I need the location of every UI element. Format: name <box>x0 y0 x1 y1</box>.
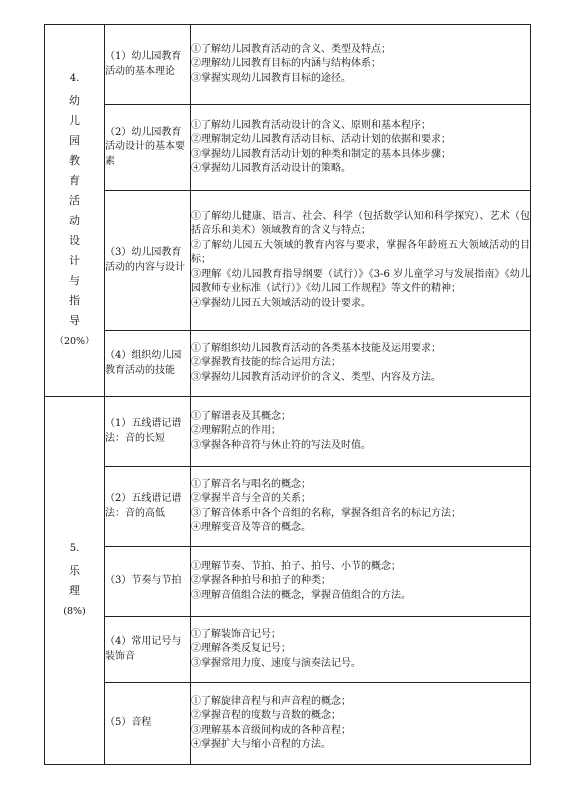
topic-cell: （5）音程 <box>105 683 191 765</box>
requirements-cell <box>191 683 531 765</box>
requirement-item: ②掌握半音与全音的关系； <box>191 493 311 504</box>
section-cell <box>45 397 105 765</box>
section-number: 5. <box>69 543 80 554</box>
section-cell <box>45 25 105 397</box>
section-title: 乐理 <box>69 563 80 597</box>
requirement-item: ③理解《幼儿园教育指导纲要（试行）》《3-6 岁儿童学习与发展指南》《幼儿园教师专业标准（试行）》《幼儿园工作规程》等文件的精神； <box>191 268 530 295</box>
section-percent: (8%) <box>63 605 86 617</box>
requirement-item: ④掌握幼儿园教育活动设计的策略。 <box>191 163 351 174</box>
requirement-item: ②理解附点的作用； <box>191 425 281 437</box>
section-title: 幼儿园教育活动设计与指导 <box>69 93 80 327</box>
requirement-item: ①了解幼儿园教育活动设计的含义、原则和基本程序； <box>191 119 431 131</box>
requirement-item: ②了解幼儿园五大领域的教育内容与要求，掌握各年龄班五大领域活动的目标； <box>191 239 530 266</box>
requirement-item: ③掌握常用力度、速度与演奏法记号。 <box>191 657 361 669</box>
section-percent: （20%） <box>54 335 95 347</box>
topic-cell: （2）幼儿园教育活动设计的基本要素 <box>105 105 191 191</box>
requirement-item: ①了解幼儿健康、语言、社会、科学（包括数学认知和科学探究）、艺术（包括音乐和美术）领域教育的含义与特点； <box>191 210 530 237</box>
requirement-item: ③理解音值组合法的概念，掌握音值组合的方法。 <box>191 589 411 601</box>
section-number: 4. <box>69 73 80 84</box>
table-row <box>45 397 531 467</box>
table-row <box>45 331 531 397</box>
requirement-item: ①了解幼儿园教育活动的含义、类型及特点； <box>191 43 391 55</box>
requirements-cell <box>191 105 531 191</box>
requirement-item: ①理解节奏、节拍、拍子、拍号、小节的概念； <box>191 560 401 572</box>
topic-cell: （1）五线谱记谱法：音的长短 <box>105 397 191 467</box>
requirement-item: ②理解制定幼儿园教育活动目标、活动计划的依据和要求； <box>191 134 451 145</box>
requirement-item: ②掌握教育技能的综合运用方法； <box>191 357 341 369</box>
requirement-item: ③掌握幼儿园教育活动评价的含义、类型、内容及方法。 <box>191 371 441 383</box>
requirements-cell <box>191 25 531 105</box>
requirement-item: ③掌握幼儿园教育活动计划的种类和制定的基本具体步骤； <box>191 148 451 160</box>
requirement-item: ②掌握音程的度数与音数的概念； <box>191 710 341 721</box>
requirement-item: ①了解组织幼儿园教育活动的各类基本技能及运用要求； <box>191 342 441 354</box>
requirement-item: ①了解旋律音程与和声音程的概念； <box>191 695 351 707</box>
requirement-item: ①了解装饰音记号； <box>191 628 281 640</box>
requirement-item: ②掌握各种拍号和拍子的种类； <box>191 575 331 587</box>
table-row <box>45 617 531 683</box>
table-row <box>45 467 531 547</box>
requirement-item: ④掌握幼儿园五大领域活动的设计要求。 <box>191 297 371 309</box>
topic-cell: （3）节奏与节拍 <box>105 547 191 617</box>
topic-cell: （4）组织幼儿园教育活动的技能 <box>105 331 191 397</box>
requirement-item: ①了解音名与唱名的概念； <box>191 478 311 490</box>
requirement-item: ①了解谱表及其概念； <box>191 410 291 422</box>
requirement-item: ③了解音体系中各个音组的名称，掌握各组音名的标记方法； <box>191 507 461 519</box>
requirement-item: ③掌握实现幼儿园教育目标的途径。 <box>191 72 351 84</box>
table-row <box>45 191 531 331</box>
requirements-cell <box>191 397 531 467</box>
requirements-cell <box>191 467 531 547</box>
table-row <box>45 105 531 191</box>
table-row <box>45 683 531 765</box>
topic-cell: （2）五线谱记谱法：音的高低 <box>105 467 191 547</box>
topic-cell: （4）常用记号与装饰音 <box>105 617 191 683</box>
requirements-cell <box>191 191 531 331</box>
requirement-item: ②理解幼儿园教育目标的内涵与结构体系； <box>191 58 381 70</box>
table-row <box>45 547 531 617</box>
requirement-item: ④理解变音及等音的概念。 <box>191 522 311 533</box>
table-row <box>45 25 531 105</box>
topic-cell: （3）幼儿园教育活动的内容与设计 <box>105 191 191 331</box>
requirements-cell <box>191 617 531 683</box>
requirement-item: ③理解基本音级间构成的各种音程； <box>191 724 351 736</box>
topic-cell: （1）幼儿园教育活动的基本理论 <box>105 25 191 105</box>
requirements-cell <box>191 331 531 397</box>
requirement-item: ④掌握扩大与缩小音程的方法。 <box>191 739 331 750</box>
requirement-item: ②理解各类反复记号； <box>191 643 291 655</box>
syllabus-table <box>44 24 531 765</box>
requirement-item: ③掌握各种音符与休止符的写法及时值。 <box>191 439 371 451</box>
requirements-cell <box>191 547 531 617</box>
